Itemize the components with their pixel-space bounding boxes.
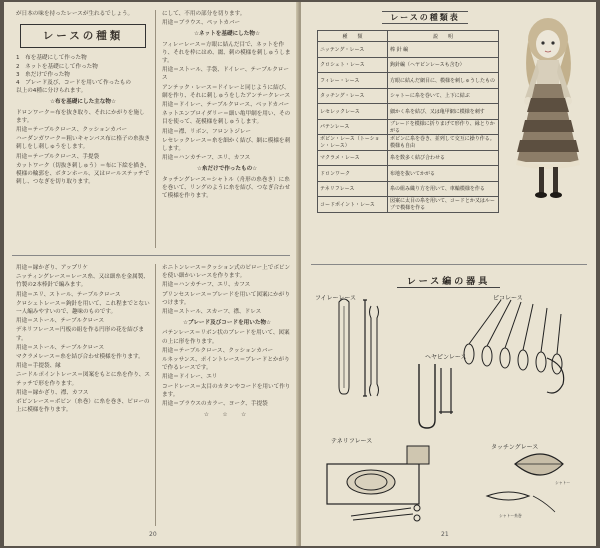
- subheading: ☆糸だけで作ったもの☆: [196, 166, 258, 173]
- section-title: レースの種類: [20, 24, 146, 48]
- desc-cell: 糸を数多く結び合わせる: [388, 150, 499, 166]
- table-row: [318, 73, 499, 89]
- right-page: [301, 2, 596, 546]
- hairpin-label: ヘヤピンレース: [425, 354, 467, 361]
- col-header: 説 明: [388, 31, 499, 42]
- paragraph: 用途＝襟、リボン、フロントジレー: [162, 128, 251, 135]
- type-cell: タッチング・レース: [318, 88, 388, 104]
- paragraph: 用途＝ハンカチーフ、エリ、カフス: [162, 282, 251, 289]
- paragraph: コードレース＝太目のカタンやコードを用いて作ります。: [162, 383, 291, 398]
- section-divider: [12, 255, 290, 256]
- table-row: [318, 119, 499, 135]
- table-row: [318, 88, 499, 104]
- paragraph: 用途＝ドイレー、テーブルクロース、ベッドカバー: [162, 102, 290, 109]
- type-cell: フィレー・レース: [318, 73, 388, 89]
- paragraph: 用途＝ストール、スカーフ、襟、ドレス: [162, 309, 262, 316]
- shuttle-winder-label: シャトー糸巻: [499, 513, 522, 518]
- table-row: [318, 104, 499, 120]
- paragraph: 用途＝テーブルクロース、手提袋: [16, 153, 100, 160]
- paragraph: 用途＝ストール、テーブルクロース: [16, 344, 105, 351]
- type-cell: コードポイント・レース: [318, 197, 388, 213]
- paragraph: 用途＝ストール、手袋、ドイレー、テーブルクロース: [162, 67, 289, 82]
- book-spread: [4, 2, 596, 546]
- page-number: 20: [149, 531, 157, 538]
- desc-cell: ボビンに糸を巻き、並列して交互に操り作る。模様も自由: [388, 135, 499, 151]
- paragraph: アンテック・レース＝ドイレーと同じように結び、網を作り、それに刺しゅうをしたアンテークレース: [162, 84, 291, 99]
- list-item: 4 ブレード及び、コードを用いて作ったもの: [16, 80, 131, 87]
- list-item: 2 ネットを基礎にして作った物: [16, 63, 98, 70]
- tenerife-label: テネリフレース: [331, 438, 373, 445]
- subheading: ☆ネットを基礎にした物☆: [194, 31, 260, 38]
- page-number: 21: [441, 531, 449, 538]
- table-row: [318, 166, 499, 182]
- paragraph: デネリフレース＝円板の組を作る円形の花を結びます。: [16, 327, 144, 342]
- paragraph: 用途＝ドイレー、エリ: [162, 374, 218, 381]
- paragraph: フィレーレース＝方眼に結んだ目で、ネットを作り、それを枠にはめ、綴、刺の模様を刺しゅうします。: [162, 41, 291, 65]
- table-row: [318, 135, 499, 151]
- paragraph: マクラメレース＝糸を結び合わせ模様を作ります。: [16, 354, 144, 361]
- end-stars: ☆ ☆ ☆: [203, 412, 251, 419]
- paragraph: ルネッサンス、ポイントレース＝ブレードとかがりで作るレースです。: [162, 357, 290, 372]
- paragraph: ニッティングレース＝レース糸、又は細糸を金属製、竹製の2本棒針で編みます。: [16, 274, 149, 289]
- table-row: [318, 197, 499, 213]
- picot-label: ピコレース: [493, 295, 523, 302]
- paragraph: 用途＝テーブルクロース、クッションカバー: [16, 127, 128, 134]
- type-cell: ニッテング・レース: [318, 42, 388, 58]
- subheading: ☆ブレード及びコードを用いた物☆: [182, 320, 272, 327]
- type-cell: パテンレース: [318, 119, 388, 135]
- desc-cell: 布地を抜いてかがる: [388, 166, 499, 182]
- shuttle-label: シャトー: [555, 480, 571, 485]
- column-3: [16, 264, 150, 415]
- type-cell: ドロンワーク: [318, 166, 388, 182]
- column-divider: [155, 264, 156, 526]
- type-cell: ボビン・レース（トーション・レース）: [318, 135, 388, 151]
- desc-cell: ブレードを模様に折りまげて形作り、縁とりかがる: [388, 119, 499, 135]
- type-cell: レセレックレース: [318, 104, 388, 120]
- section-divider: [311, 264, 587, 265]
- lace-tools-illustration: [301, 288, 596, 528]
- col-header: 種 類: [318, 31, 388, 42]
- paragraph: ニードルポイントレース＝図案をもとに糸を作り、ステッチで形を作ります。: [16, 372, 150, 387]
- paragraph: パテンレース＝リボン状のブレードを用いて、図案の上に形を作ります。: [162, 330, 290, 345]
- column-4: [162, 264, 292, 421]
- paragraph: 用途＝テーブルクロース、クッションカバー: [162, 347, 274, 354]
- paragraph: カットワーク（切抜き刺しゅう）＝布に下絵を描き、模様の輪郭を、ボタンホール、又はロールステッチで刺し、つなぎを切り取ります。: [16, 162, 150, 186]
- tatting-label: タッチングレース: [491, 444, 539, 451]
- list-item: 1 布を基礎にして作った物: [16, 55, 87, 62]
- paragraph: 用途＝ストール、テーブルクロース: [16, 318, 105, 325]
- paragraph: ネットエンブロイダリー＝細い亀甲網を用い、その目を使って、花模様を刺しゅうします。: [162, 111, 291, 126]
- paragraph: タッチングレース＝シャトル（舟形の糸巻き）に糸を巻いて、リングのように糸を結び、つなぎ合わせて模様を作ります。: [162, 176, 291, 200]
- desc-cell: 細かく糸を結び、又は亀甲網に模様を刺す: [388, 104, 499, 120]
- paragraph: ボビンレース＝ボビン（糸巻）に糸を巻き、ピローの上に模様を作ります。: [16, 399, 150, 414]
- paragraph: 用途＝エリ、ストール、テーブルクロース: [16, 291, 121, 298]
- paragraph: 用途＝手提袋、縁: [16, 363, 61, 370]
- lace-types-table: [317, 30, 499, 213]
- desc-cell: シャトーに糸を巻いて、上下に結ぶ: [388, 88, 499, 104]
- type-list: [16, 54, 150, 87]
- table-row: [318, 150, 499, 166]
- table-row: [318, 42, 499, 58]
- paragraph: プリンセスレース＝ブレードを用いて図案にかがりつけます。: [162, 291, 290, 306]
- paragraph: クロシェトレース＝鉤針を用いて、これ程までとない一人編みやすいので、趣味のものです。: [16, 300, 150, 316]
- left-page: [4, 2, 298, 546]
- column-divider: [155, 10, 156, 248]
- paragraph: 用途＝縁かざり、アップリケ: [16, 265, 88, 271]
- table-row: [318, 57, 499, 73]
- list-item: 3 糸だけで作った物: [16, 71, 70, 78]
- type-cell: マクラメ・レース: [318, 150, 388, 166]
- paragraph: にして、不用の部分を切ります。: [162, 11, 246, 17]
- intro-text: が日本の味を持ったレースが生れるでしょう。: [16, 11, 134, 17]
- table-title-text: レースの種類表: [382, 11, 468, 24]
- list-note: 以上の4種に分けられます。: [16, 88, 87, 95]
- column-2: [162, 10, 292, 201]
- tools-title-text: レース編の器具: [397, 277, 501, 288]
- paragraph: レセレックレース＝糸を細かく結び、網に模様を刺します。: [162, 137, 291, 153]
- paragraph: 用途＝縁かざり、襟、カフス: [16, 389, 89, 396]
- filet-label: フイレーレース: [315, 295, 357, 302]
- paragraph: ドロンワーク＝布を抜き取り、それにかがりを施します。: [16, 109, 145, 124]
- paragraph: ハーダンガワーク＝粗いキャンバス布に格子の糸抜き刺しをし刺しゅうをします。: [16, 136, 150, 151]
- desc-cell: 方眼に結んだ網目に、模様を刺しゅうしたもの: [388, 73, 499, 89]
- paragraph: 用途＝ブラウス、ペットカバー: [162, 20, 241, 27]
- paragraph: 用途＝ハンカチーフ、エリ、カフス: [162, 155, 251, 162]
- tools-title: [301, 274, 596, 287]
- type-cell: クロシェト・レース: [318, 57, 388, 73]
- subheading: ☆布を基礎にした主な物☆: [50, 99, 116, 106]
- table-title: [325, 12, 525, 23]
- desc-cell: 棒 針 編: [388, 42, 499, 58]
- table-header-row: [318, 31, 499, 42]
- column-1: [16, 10, 150, 187]
- lace-doll-photo: [503, 12, 593, 212]
- table-row: [318, 181, 499, 197]
- desc-cell: 糸の組み織り方を用いて、車輪模様を作る: [388, 181, 499, 197]
- type-cell: テネリフレース: [318, 181, 388, 197]
- desc-cell: 図案に太目の糸を用いて、コードとか又はループで模様を作る: [388, 197, 499, 213]
- paragraph: 用途＝ブラウスのカラー、ヨーク、手提袋: [162, 401, 268, 408]
- desc-cell: 鉤針編（ヘヤピンレースも含む）: [388, 57, 499, 73]
- paragraph: ホニトンレース＝クッション式のピロー上でボビンを使い細かいレースを作ります。: [162, 265, 291, 280]
